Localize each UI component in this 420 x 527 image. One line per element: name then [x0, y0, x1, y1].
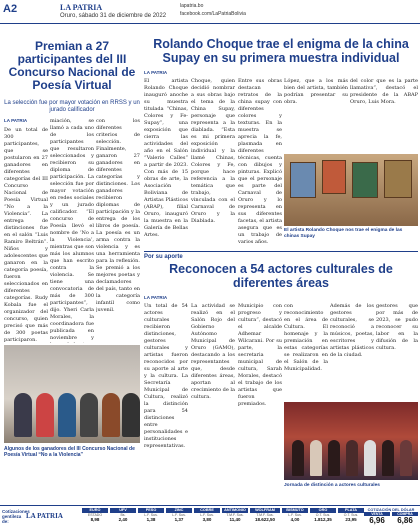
rate-item: UFV Bs. 2,40 [110, 508, 136, 526]
right1-col-4: López, que a los más bien del artista, también podrían presentar su obra. [284, 78, 348, 105]
rate-item: WOLFRAM T.M.F. Sus. 18.622,50 [250, 508, 280, 526]
right2-col-6: gestores que por más de 2023, se pudo reconocer su labor en la difusión de la cultura. [376, 303, 418, 351]
left-photo [4, 345, 140, 443]
left-headline: Premian a 27 participantes del III Concurso Nacional de Poesía Virtual [8, 39, 136, 92]
right2-col-4: con reconocimiento en el área de Cultura. El homenaje y la premiación en estas categorías se realizaron en el Salón de la Municipalidad. [284, 303, 328, 372]
right1-col-5: del color que es la parte llamativa”, destacó el presidente de la ABAP Oruro, Luis Mora. [350, 78, 418, 105]
right-headline-1: Rolando Choque trae el enigma de la china Supay en su primera muestra individual [153, 37, 409, 65]
right2-col-1: Un total de 54 actores culturales recibieron distinciones, gestores culturales y artistas fueron reconocidos por su aporte al arte y la cultura. La Secretaría Municipal de Cultura, realizó la distinción para 54 distinciones entre personalidades e instituciones representativas. [144, 303, 188, 449]
rates-title: Cotizaciones gentileza de: [2, 509, 30, 524]
rates-bar [0, 505, 420, 527]
page-number: A2 [3, 3, 18, 15]
dollar-rate-title: COTIZACIÓN DEL DÓLAR [367, 508, 415, 512]
right1-col-3: Entre sus obras destacan retratos de la china supay con diferentes colores y texturas. En la muestra se aprecia la fe, plasmada en diferentes técnicas, cuenta con dibujos y pinturas. Explicó que el personaje es parte del Carnaval de Oruro y lo representa en sus diferentes facetas, el artista asegura que es un trabajo de varios años. [238, 78, 282, 245]
right2-col-3: Municipio con progreso y cultura”, destacó el alcalde Adhemar Wilcarani. Por su parte, la secretaria municipal de cultura, Sarah Morales, destacó el trabajo de los artistas que fueron premiados. [238, 303, 282, 407]
header-website[interactable]: lapatria.bo [180, 3, 204, 9]
newspaper-logo: LA PATRIA [60, 3, 103, 12]
right-source-1: LA PATRIA [144, 70, 168, 75]
right-photo-2 [284, 402, 418, 480]
left-photo-caption: Algunos de los ganadores del III Concurso Nacional de Poesía Virtual “No a la Violencia” [4, 446, 135, 458]
left-subhead: La selección fue por mayor votación en RRSS y un jurado calificador [4, 100, 140, 113]
rate-item: ANTIMONIO T.M.F. Sus. 11,40 [222, 508, 248, 526]
right-photo-1 [284, 154, 418, 226]
rate-item: PLATA O.T. Sus. 23,95 [338, 508, 364, 526]
right2-col-5: Además de los gestores culturales, se reconoció a músicos, poetas, escritores y artistas plásticos de la ciudad. [330, 303, 374, 358]
right-headline-2: Reconocen a 54 actores culturales de diferentes áreas [169, 262, 393, 290]
right1-col-2: Choque, quien decidió nombrar a sus obras bajo el tema de la China Supay, personaje que representa a la diablada. “Esta es mi primera exposición individual y la llamé Chinas, Colores y Fe, porque hace referencia a la temática que trabajo, vinculada con el Carnaval de Oruro y la Diablada. [191, 78, 235, 224]
dollar-rate: COTIZACIÓN DEL DÓLAR VENTA 6,96 COMPRA 6,86 [364, 508, 418, 527]
left-col-1: De un total de 300 participantes, que se postularon en 27 ganadores en diferentes categorías del III Concurso Nacional de Poesía Virtual “No a la Violencia”. La entrega de distinciones fue en el salón “Luis Ramiro Beltrán”. Niños y adolescentes que ganaron en la categoría poesía, fueron seleccionados en diferentes categorías. Rudy Kobala fue el organizador del concurso, quien precisó que más de 300 poetas participaron. [4, 127, 48, 342]
rate-item: PESO L.F. Sus. 1,38 [138, 508, 164, 526]
rate-item: ZINC L.F. Sus. 1,37 [166, 508, 192, 526]
right1-col-1: El artista Rolando Choque inauguró anoche su muestra titulada “Chinas, Colores y Fe-Supay”, una exposición que cierra las actividades del año en el Salón “Valerio Calles” a partir de 2023. Con más de 15 obras de arte, la Asociación Boliviana de Artistas Plásticos (ABAP), filial Oruro, inauguró la muestra en la Galería de Bellas Artes. [144, 78, 188, 238]
right-photo-2-caption: Jornada de distinción a actores culturales [284, 483, 380, 488]
rate-item: ORO O.T. Sus. 1.812,35 [310, 508, 336, 526]
header-date: Oruro, sábado 31 de diciembre de 2022 [60, 13, 167, 19]
right-photo-1-caption: El artista Rolando Choque nos trae el enigma de las chinas Supay [284, 228, 403, 239]
rate-item: EURO ESTADO 8,98 [82, 508, 108, 526]
header-facebook[interactable]: facebook.com/LaPatriaBolivia [180, 11, 246, 17]
page-header [0, 0, 420, 24]
left-col-3: con los diferentes criterios de selección. Finalmente, ganaron 27 ganadores en diferentes categorías y distinciones. Los ganadores recibieron diplomas de participación y la entrega de los libros de poesía. La poesía es un arma contra la violencia y es una herramienta para la reflexión. Se premió a los mejores poetas y declamadores del país, tanto en la categoría infantil como juvenil. [96, 118, 140, 313]
left-source: LA PATRIA [4, 118, 28, 123]
right2-col-2: La actividad se realizó en el Salón Rojo del Gobierno Autónomo Municipal de Oruro (GAMO), destacando a los representantes que, desde diferentes áreas, aportan al crecimiento de la cultura. [191, 303, 235, 400]
dollar-sell-value: 6,86 [397, 516, 413, 525]
dollar-buy-value: 6,96 [369, 516, 385, 525]
right-source-2: LA PATRIA [144, 295, 168, 300]
right-kicker: Por su aporte [144, 251, 418, 260]
rates-sponsor-logo: LA PATRIA [26, 512, 63, 520]
left-col-2: miación, se llamó a cada uno de los participantes que resultaron seleccionados y recibieron su diploma de participación. La selección fue por mayor votación en redes sociales y un jurado calificador. “El concurso de Poesía llevó el nombre de ‘No a la Violencia’, mientras que son más los alumnos que han escrito contra la violencia. Se tiene una convocatoria de más de 300 participantes”, dijo. Yheri Carla Morales, la coordinadora fue publicada en noviembre y [50, 118, 94, 341]
rate-item: BISMUTO L.F. Sus. 4,00 [282, 508, 308, 526]
rate-item: COBRE L.F. Sus. 3,80 [194, 508, 220, 526]
